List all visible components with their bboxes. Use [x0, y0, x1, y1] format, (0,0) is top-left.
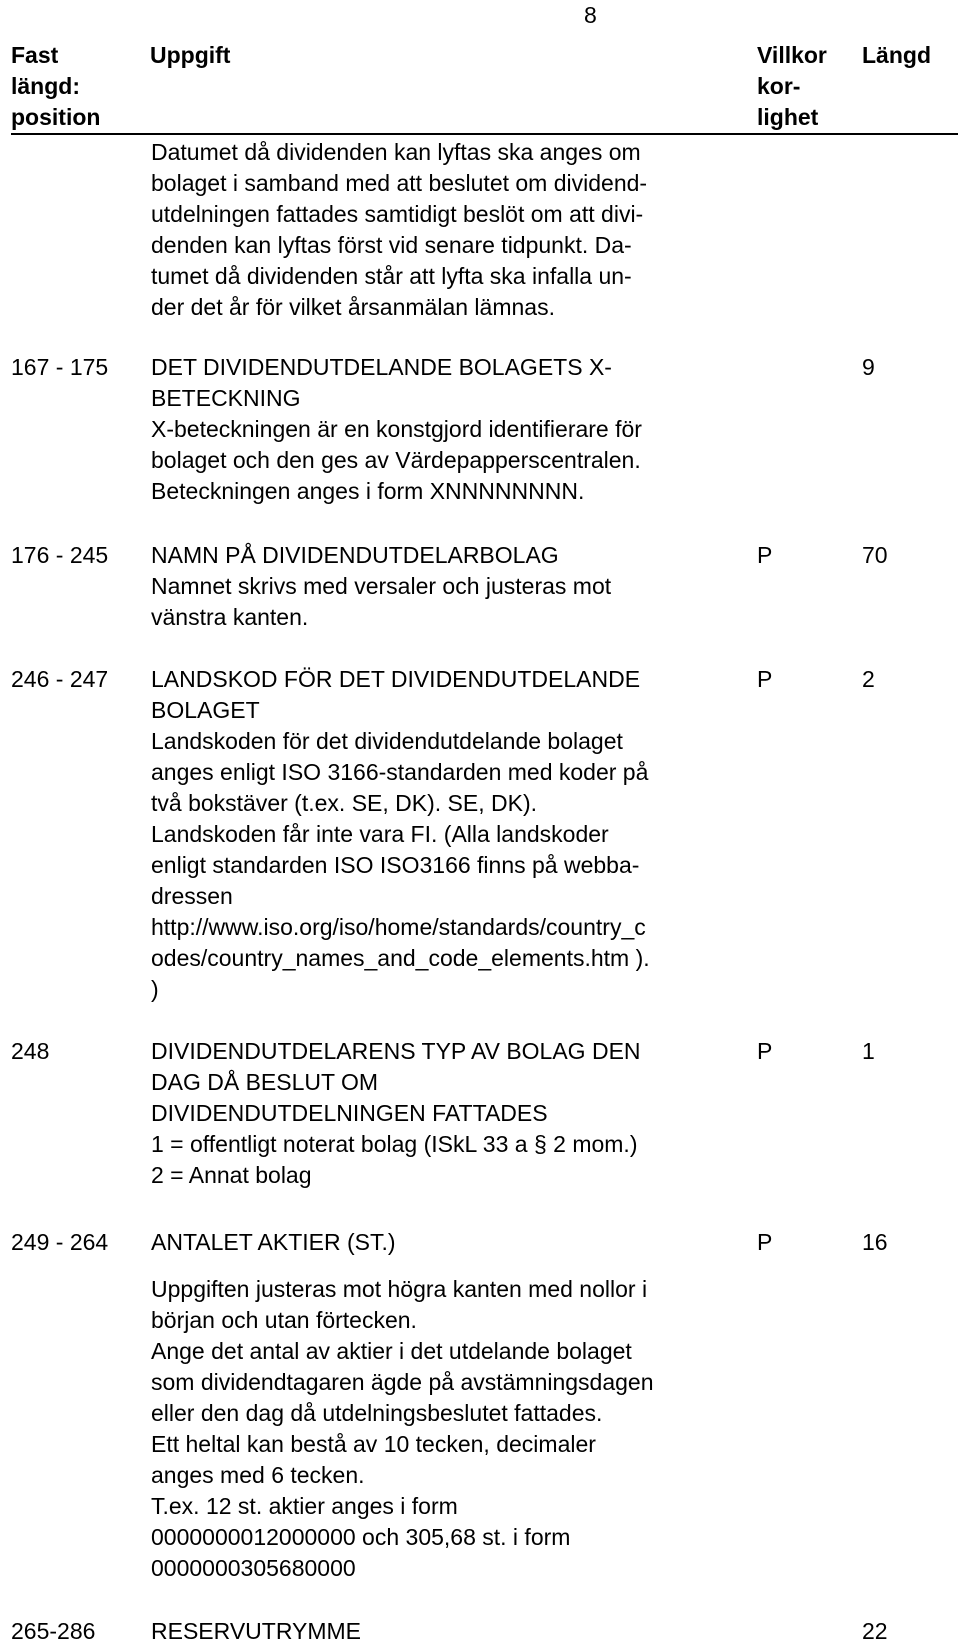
header-position	[11, 40, 100, 133]
field-desc-line: bolaget och den ges av Värdepapperscentralen.	[151, 447, 641, 473]
field-position: 176 - 245	[11, 542, 109, 568]
text-line: utdelningen fattades samtidigt beslöt om att divi-	[151, 201, 644, 227]
field-task	[151, 1036, 751, 1191]
field-title-line: BOLAGET	[151, 697, 260, 723]
field-position: 265-286	[11, 1618, 96, 1644]
field-condition: P	[757, 542, 773, 568]
field-desc-line: enligt standarden ISO ISO3166 finns på webba-	[151, 852, 640, 878]
header-length: Längd	[862, 42, 931, 68]
field-task	[151, 664, 751, 1005]
field-desc-line: 1 = offentligt noterat bolag (ISkL 33 a § 2 mom.)	[151, 1131, 638, 1157]
field-length: 9	[862, 354, 875, 380]
text-line: der det år för vilket årsanmälan lämnas.	[151, 294, 555, 320]
field-desc-line: Landskoden får inte vara FI. (Alla landskoder	[151, 821, 609, 847]
field-position: 248	[11, 1038, 50, 1064]
field-condition: P	[757, 1038, 773, 1064]
page-number: 8	[584, 2, 597, 28]
text-line: denden kan lyftas först vid senare tidpunkt. Da-	[151, 232, 632, 258]
field-desc-line: Ett heltal kan bestå av 10 tecken, decimaler	[151, 1431, 596, 1457]
field-desc-line: http://www.iso.org/iso/home/standards/country_c	[151, 914, 646, 940]
field-condition: P	[757, 666, 773, 692]
field-desc-line: 2 = Annat bolag	[151, 1162, 312, 1188]
header-task: Uppgift	[150, 42, 231, 68]
field-desc-line: T.ex. 12 st. aktier anges i form	[151, 1493, 458, 1519]
header-condition-line: kor-	[757, 73, 801, 99]
field-length: 22	[862, 1618, 888, 1644]
header-divider	[11, 133, 958, 135]
field-desc-line: två bokstäver (t.ex. SE, DK). SE, DK).	[151, 790, 538, 816]
intro-text	[151, 137, 751, 323]
field-position: 249 - 264	[11, 1229, 109, 1255]
header-condition-line: lighet	[757, 104, 819, 130]
field-task	[151, 352, 751, 507]
field-title-line: BETECKNING	[151, 385, 301, 411]
field-desc-line: vänstra kanten.	[151, 604, 309, 630]
field-task	[151, 1616, 751, 1647]
field-length: 2	[862, 666, 875, 692]
field-desc-line: Landskoden för det dividendutdelande bolaget	[151, 728, 623, 754]
field-desc-line: Beteckningen anges i form XNNNNNNNN.	[151, 478, 585, 504]
field-desc-line: dressen	[151, 883, 233, 909]
field-desc-line: )	[151, 976, 159, 1002]
text-line: bolaget i samband med att beslutet om dividend-	[151, 170, 648, 196]
header-position-line: längd:	[11, 73, 80, 99]
field-desc-line: 0000000012000000 och 305,68 st. i form	[151, 1524, 571, 1550]
field-desc-line: odes/country_names_and_code_elements.htm ).	[151, 945, 650, 971]
field-task	[151, 540, 751, 633]
field-task	[151, 1227, 751, 1584]
field-title-line: RESERVUTRYMME	[151, 1618, 362, 1644]
field-title-line: LANDSKOD FÖR DET DIVIDENDUTDELANDE	[151, 666, 641, 692]
header-condition	[757, 40, 827, 133]
field-position: 167 - 175	[11, 354, 109, 380]
field-desc-line: anges med 6 tecken.	[151, 1462, 365, 1488]
text-line: tumet då dividenden står att lyfta ska infalla un-	[151, 263, 632, 289]
text-line: Datumet då dividenden kan lyftas ska anges om	[151, 139, 641, 165]
field-title-line: DET DIVIDENDUTDELANDE BOLAGETS X-	[151, 354, 612, 380]
field-desc-line: eller den dag då utdelningsbeslutet fattades.	[151, 1400, 603, 1426]
field-desc-line: Ange det antal av aktier i det utdelande bolaget	[151, 1338, 632, 1364]
field-title-line: ANTALET AKTIER (ST.)	[151, 1229, 396, 1255]
field-desc-line: början och utan förtecken.	[151, 1307, 417, 1333]
field-desc-line: Uppgiften justeras mot högra kanten med nollor i	[151, 1276, 648, 1302]
header-position-line: position	[11, 104, 101, 130]
field-length: 16	[862, 1229, 888, 1255]
field-desc-line: Namnet skrivs med versaler och justeras mot	[151, 573, 612, 599]
field-desc-line: 0000000305680000	[151, 1555, 356, 1581]
field-desc-line: X-beteckningen är en konstgjord identifierare för	[151, 416, 642, 442]
field-title-line: DIVIDENDUTDELARENS TYP AV BOLAG DEN	[151, 1038, 641, 1064]
field-title-line: DAG DÅ BESLUT OM	[151, 1069, 379, 1095]
field-length: 70	[862, 542, 888, 568]
field-position: 246 - 247	[11, 666, 109, 692]
field-condition: P	[757, 1229, 773, 1255]
field-length: 1	[862, 1038, 875, 1064]
header-position-line: Fast	[11, 42, 59, 68]
header-condition-line: Villkor	[757, 42, 827, 68]
field-title-line: NAMN PÅ DIVIDENDUTDELARBOLAG	[151, 542, 559, 568]
field-desc-line: anges enligt ISO 3166-standarden med koder på	[151, 759, 649, 785]
field-title-line: DIVIDENDUTDELNINGEN FATTADES	[151, 1100, 548, 1126]
field-desc-line: som dividendtagaren ägde på avstämningsdagen	[151, 1369, 654, 1395]
